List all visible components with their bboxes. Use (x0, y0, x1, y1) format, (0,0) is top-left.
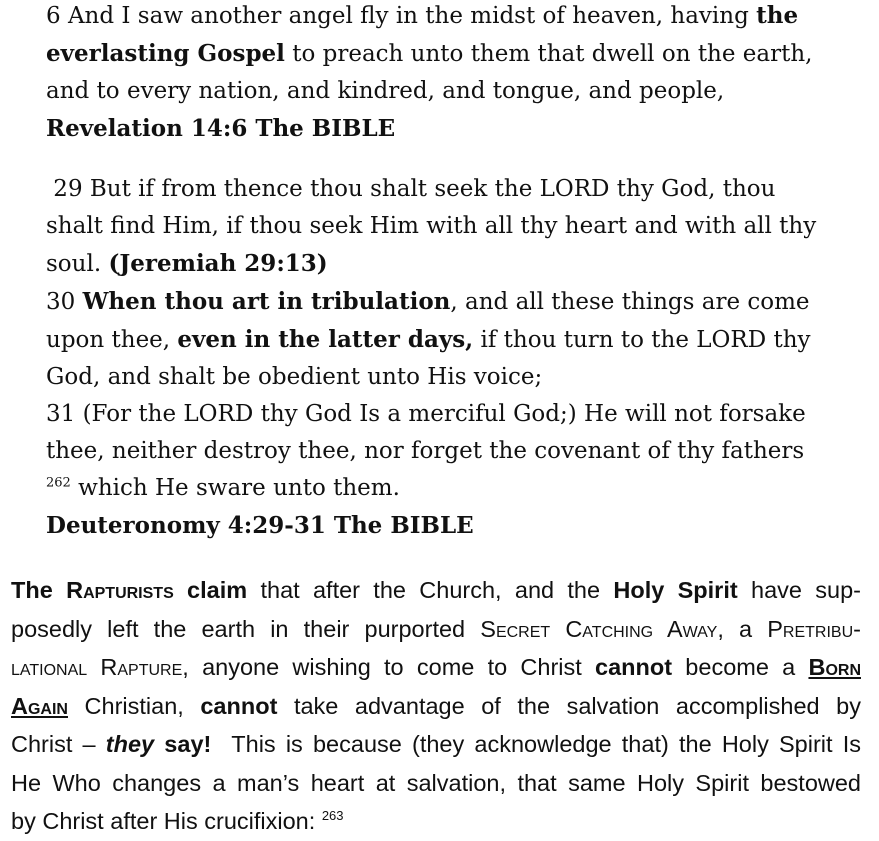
body-text: This is because (they acknowledge that) the Holy Spirit Is (211, 731, 861, 757)
small-caps-term: lational Rapture (11, 654, 183, 680)
emphasis-text: even in the latter days, (177, 326, 474, 353)
reference-text: (Jeremiah 29:13) (108, 250, 328, 277)
reference-text: Deuteronomy 4:29-31 The BIBLE (46, 512, 474, 539)
body-text: Christ – (11, 731, 106, 757)
deut-line-2 (46, 321, 846, 359)
emphasis-text: claim (173, 577, 248, 603)
body-text: take advantage of the salvation accomplished by (277, 692, 861, 719)
emphasis-text: Holy Spirit (613, 577, 738, 603)
small-caps-term: Secret Catching Away (480, 615, 718, 642)
body-text: , a (717, 615, 768, 642)
revelation-reference (46, 110, 846, 148)
emphasis-text: The (11, 577, 67, 603)
reference-text: Revelation 14:6 The BIBLE (46, 115, 396, 142)
revelation-quote (46, 0, 846, 148)
jeremiah-line-2: shalt find Him, if thou seek Him with all thy heart and with all thy (46, 213, 817, 239)
emphasis-text: they (105, 731, 155, 757)
commentary-line-4 (11, 687, 861, 726)
emphasis-text: cannot (595, 654, 673, 680)
deuteronomy-reference (46, 507, 846, 545)
deut-line-4: 31 (For the LORD thy God Is a merciful God;) He will not forsake (46, 401, 806, 427)
body-text: become a (672, 654, 809, 680)
emphasis-text: everlasting Gospel (46, 40, 285, 67)
commentary-line-1 (11, 571, 861, 610)
revelation-line-2 (46, 35, 846, 73)
small-caps-term: Rapturists (66, 577, 174, 603)
underlined-term: Again (11, 692, 68, 719)
verse-text: if thou turn to the LORD thy (473, 327, 811, 353)
emphasis-text: say! (154, 731, 212, 757)
verse-text: upon thee, (46, 327, 178, 353)
verse-text: 6 And I saw another angel fly in the midst of heaven, having (46, 3, 757, 29)
commentary-line-6: He Who changes a man’s heart at salvation, that same Holy Spirit bestowed (11, 769, 861, 796)
footnote-marker[interactable]: 262 (46, 475, 71, 491)
deut-line-1 (46, 283, 846, 321)
deuteronomy-quote (46, 171, 846, 545)
verse-number: 30 (46, 289, 83, 315)
emphasis-text: the (756, 2, 799, 29)
body-text: Christian, (67, 692, 201, 719)
verse-text: soul. (46, 251, 109, 277)
deut-line-3: God, and shalt be obedient unto His voice; (46, 364, 543, 390)
verse-text: which He sware unto them. (70, 475, 400, 501)
underlined-term: Born (808, 654, 861, 680)
revelation-line-3: and to every nation, and kindred, and tongue, and people, (46, 78, 725, 104)
deut-line-5: thee, neither destroy thee, nor forget the covenant of thy fathers (46, 438, 805, 464)
verse-text: , and all these things are come (450, 289, 810, 315)
commentary-line-5 (11, 725, 861, 764)
body-text: , anyone wishing to come to Christ (182, 654, 596, 680)
jeremiah-line-3 (46, 245, 846, 283)
commentary-line-2 (11, 610, 861, 649)
commentary-paragraph (11, 571, 861, 841)
commentary-line-7 (11, 802, 861, 841)
body-text: have sup- (737, 577, 861, 603)
jeremiah-line-1: 29 But if from thence thou shalt seek the LORD thy God, thou (46, 176, 776, 202)
body-text: that after the Church, and the (247, 577, 614, 603)
emphasis-text: cannot (200, 692, 278, 719)
emphasis-text: When thou art in tribulation (82, 288, 451, 315)
body-text: posedly left the earth in their purported (11, 615, 481, 642)
verse-text: to preach unto them that dwell on the earth, (284, 41, 813, 67)
revelation-line-1 (46, 0, 846, 35)
deut-line-6 (46, 470, 846, 507)
footnote-marker[interactable]: 263 (321, 808, 344, 824)
body-text: by Christ after His crucifixion: (11, 808, 322, 834)
small-caps-term: Pretribu- (767, 615, 861, 642)
commentary-line-3 (11, 648, 861, 687)
